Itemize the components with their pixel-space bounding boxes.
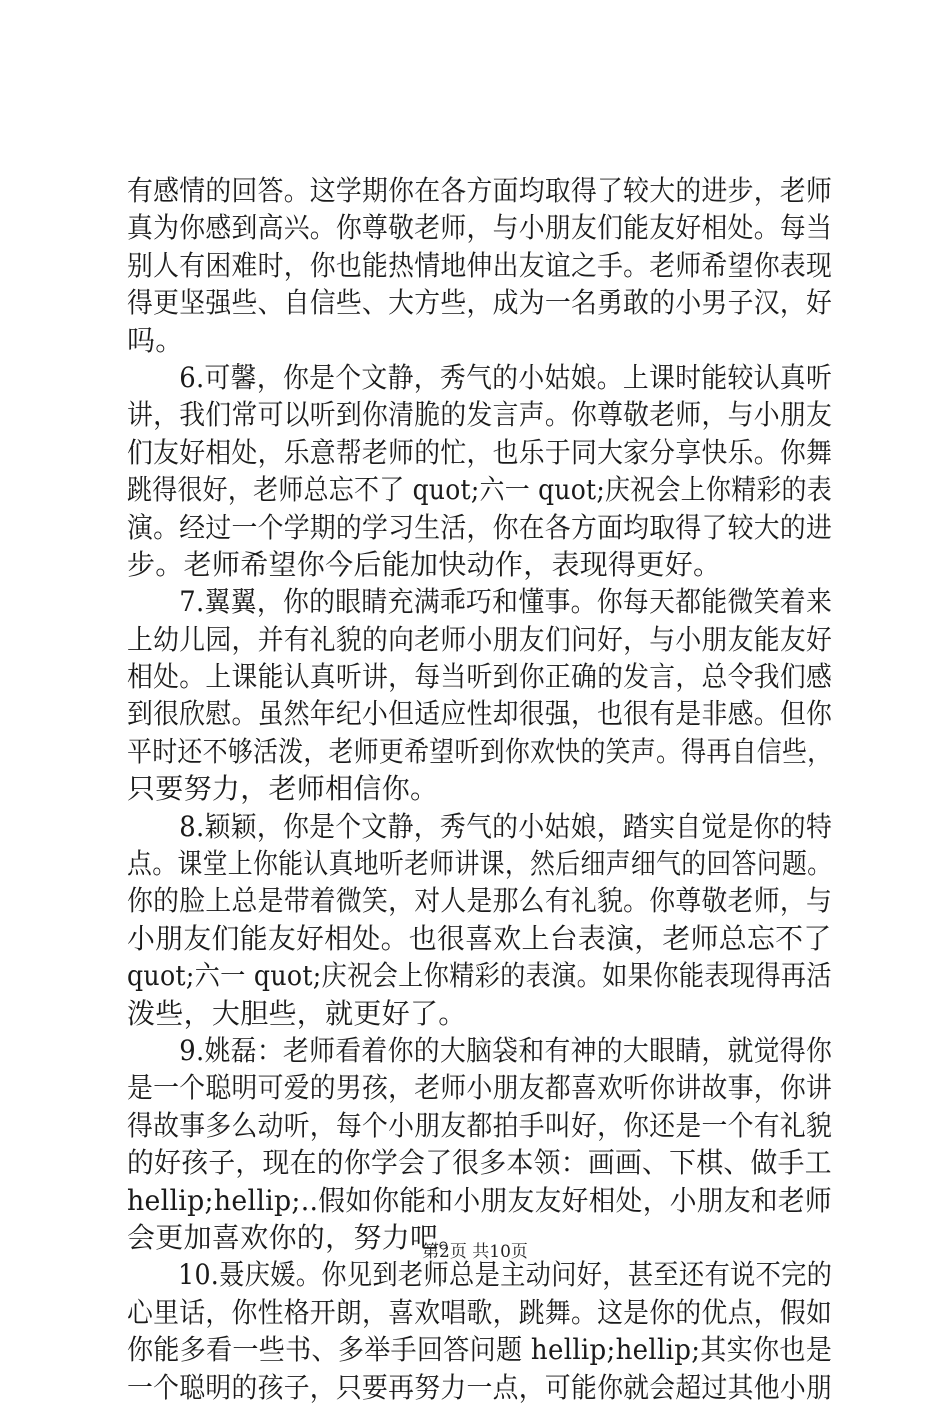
text-line: 10.聂庆媛。你见到老师总是主动问好，甚至还有说不完的: [127, 1258, 833, 1292]
text-line: 心里话，你性格开朗，喜欢唱歌，跳舞。这是你的优点，假如: [127, 1295, 833, 1329]
text-line: 吗。: [127, 323, 184, 357]
text-line: 到很欣慰。虽然年纪小但适应性却很强，也很有是非感。但你: [127, 697, 833, 731]
text-line: 9.姚磊：老师看着你的大脑袋和有神的大眼睛，就觉得你: [127, 1033, 833, 1067]
text-line: 讲，我们常可以听到你清脆的发言声。你尊敬老师，与小朋友: [127, 398, 833, 432]
text-line: 演。经过一个学期的学习生活，你在各方面均取得了较大的进: [127, 510, 833, 544]
text-line: 泼些，大胆些，就更好了。: [127, 996, 467, 1030]
text-line: hellip;hellip;..假如你能和小朋友友好相处，小朋友和老师: [127, 1183, 832, 1217]
text-line: 会更加喜欢你的，努力吧。: [127, 1220, 467, 1254]
text-line: 真为你感到高兴。你尊敬老师，与小朋友们能友好相处。每当: [127, 211, 833, 245]
text-line: 跳得很好，老师总忘不了 quot;六一 quot;庆祝会上你精彩的表: [127, 473, 833, 507]
text-line: 别人有困难时，你也能热情地伸出友谊之手。老师希望你表现: [127, 248, 833, 282]
text-line: 得更坚强些、自信些、大方些，成为一名勇敢的小男子汉，好: [127, 286, 833, 320]
text-line: 步。老师希望你今后能加快动作，表现得更好。: [127, 547, 722, 581]
text-line: 你能多看一些书、多举手回答问题 hellip;hellip;其实你也是: [127, 1333, 833, 1367]
page-footer: 第2页 共10页: [422, 1242, 528, 1262]
text-line: 只要努力，老师相信你。: [127, 772, 439, 806]
text-line: 上幼儿园，并有礼貌的向老师小朋友们问好，与小朋友能友好: [127, 622, 833, 656]
text-line: 7.翼翼，你的眼睛充满乖巧和懂事。你每天都能微笑着来: [127, 585, 833, 619]
text-line: 们友好相处，乐意帮老师的忙，也乐于同大家分享快乐。你舞: [127, 435, 833, 469]
text-line: 你的脸上总是带着微笑，对人是那么有礼貌。你尊敬老师，与: [127, 884, 833, 918]
text-line: 是一个聪明可爱的男孩，老师小朋友都喜欢听你讲故事，你讲: [127, 1071, 833, 1105]
text-line: 一个聪明的孩子，只要再努力一点，可能你就会超过其他小朋: [127, 1370, 833, 1404]
text-line: 得故事多么动听，每个小朋友都拍手叫好，你还是一个有礼貌: [127, 1108, 833, 1142]
text-line: 平时还不够活泼，老师更希望听到你欢快的笑声。得再自信些，: [127, 734, 833, 768]
text-line: 小朋友们能友好相处。也很喜欢上台表演，老师总忘不了: [127, 921, 832, 955]
text-line: 6.可馨，你是个文静，秀气的小姑娘。上课时能较认真听: [127, 360, 833, 394]
body-text: [127, 172, 832, 1406]
text-line: 相处。上课能认真听讲，每当听到你正确的发言，总令我们感: [127, 660, 833, 694]
text-line: 8.颖颖，你是个文静，秀气的小姑娘，踏实自觉是你的特: [127, 809, 833, 843]
text-line: 点。课堂上你能认真地听老师讲课，然后细声细气的回答问题。: [127, 847, 833, 881]
text-line: 有感情的回答。这学期你在各方面均取得了较大的进步，老师: [127, 174, 833, 207]
text-line: 的好孩子，现在的你学会了很多本领：画画、下棋、做手工: [127, 1146, 832, 1180]
text-line: quot;六一 quot;庆祝会上你精彩的表演。如果你能表现得再活: [127, 959, 832, 993]
